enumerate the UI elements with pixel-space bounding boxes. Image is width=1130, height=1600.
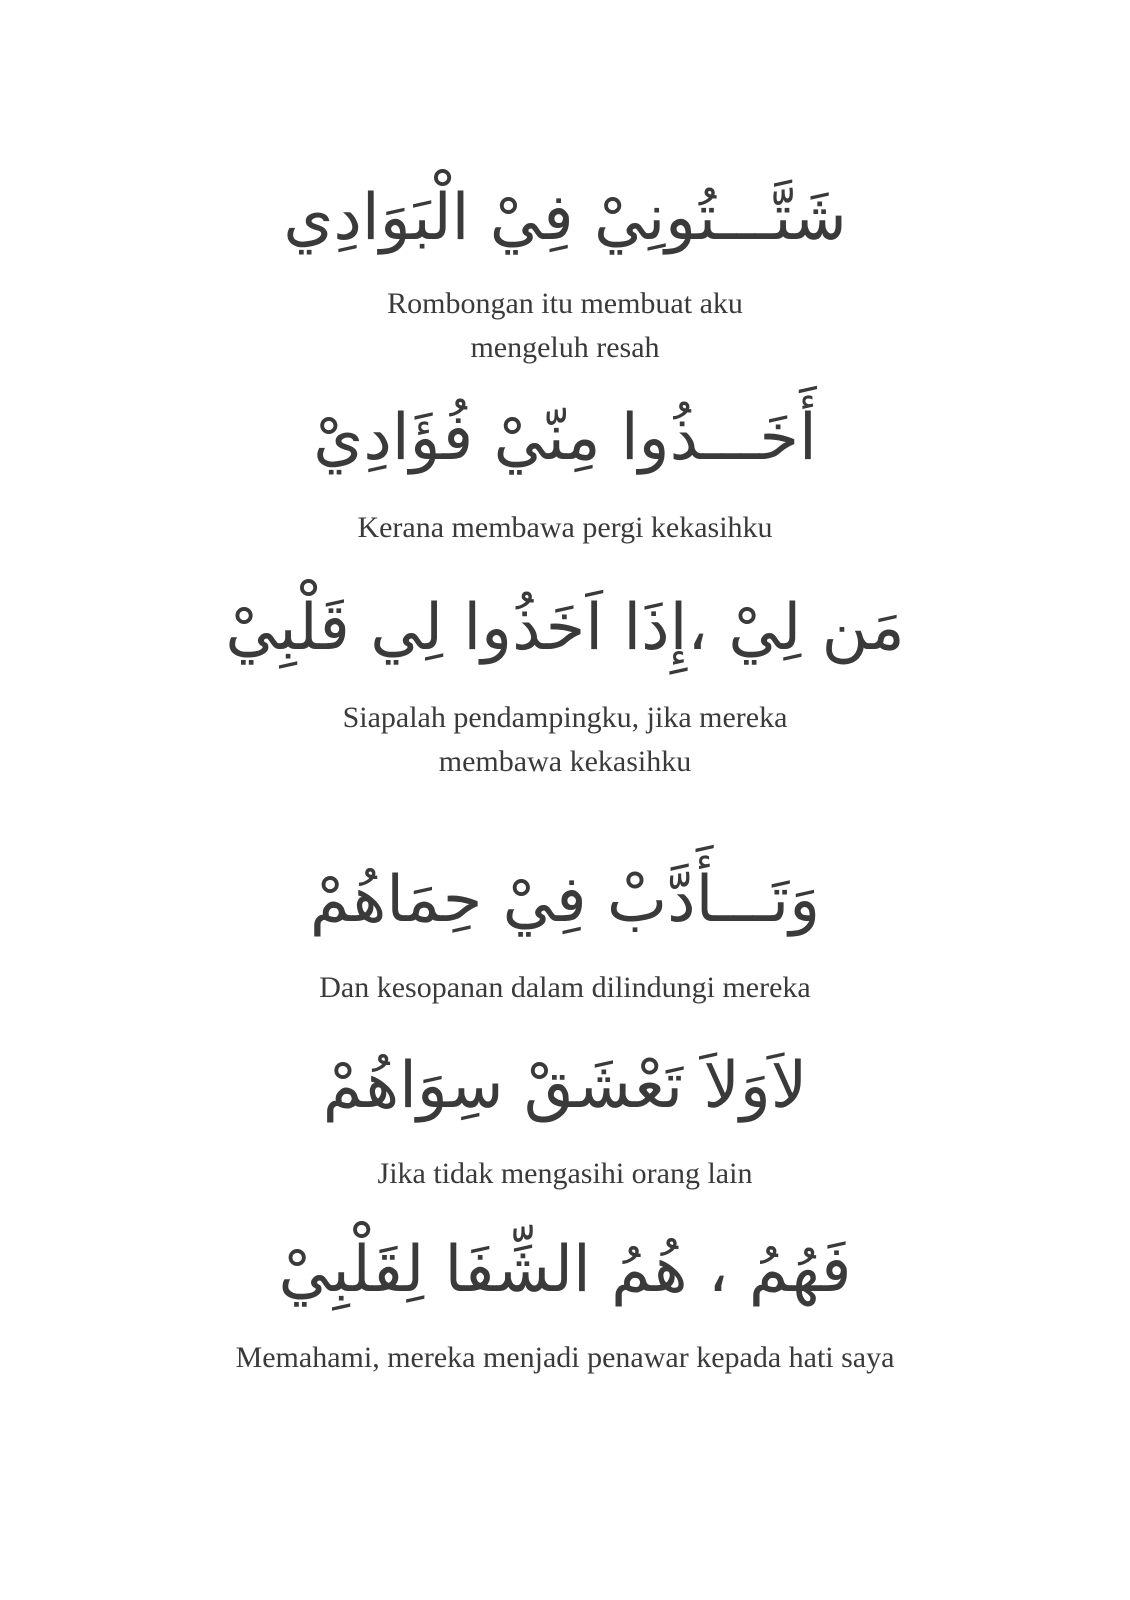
verse-1-arabic: شَتَّـــتُونِيْ فِيْ الْبَوَادِي xyxy=(283,181,847,255)
verse-4-arabic: وَتَـــأَدَّبْ فِيْ حِمَاهُمْ xyxy=(309,863,821,937)
verse-1-translation-line-1: Rombongan itu membuat aku xyxy=(387,287,743,320)
verse-4-translation xyxy=(0,966,1130,1010)
verse-5-arabic: لاَوَلاَ تَعْشَقْ سِوَاهُمْ xyxy=(322,1049,808,1123)
verse-1-translation xyxy=(0,282,1130,370)
verse-4-translation-line-1: Dan kesopanan dalam dilindungi mereka xyxy=(319,971,811,1004)
verse-3-translation-line-2: membawa kekasihku xyxy=(438,745,692,778)
verse-1-translation-line-2: mengeluh resah xyxy=(470,331,660,364)
verse-3-translation xyxy=(0,696,1130,784)
verse-3-translation-line-1: Siapalah pendampingku, jika mereka xyxy=(342,701,788,734)
verse-2-translation xyxy=(0,506,1130,550)
verse-3-arabic: مَن لِيْ ،إِذَا اَخَذُوا لِي قَلْبِيْ xyxy=(225,591,905,665)
verse-2-arabic: أَخَـــذُوا مِنّيْ فُؤَادِيْ xyxy=(313,401,817,475)
verse-5-translation-line-1: Jika tidak mengasihi orang lain xyxy=(377,1157,753,1190)
verse-6-translation xyxy=(0,1336,1130,1380)
verse-6-translation-line-1: Memahami, mereka menjadi penawar kepada hati saya xyxy=(235,1341,895,1374)
verse-2-translation-line-1: Kerana membawa pergi kekasihku xyxy=(357,511,773,544)
verse-5-translation xyxy=(0,1152,1130,1196)
verse-6-arabic: فَهُمُ ، هُمُ الشِّفَا لِقَلْبِيْ xyxy=(278,1233,852,1307)
